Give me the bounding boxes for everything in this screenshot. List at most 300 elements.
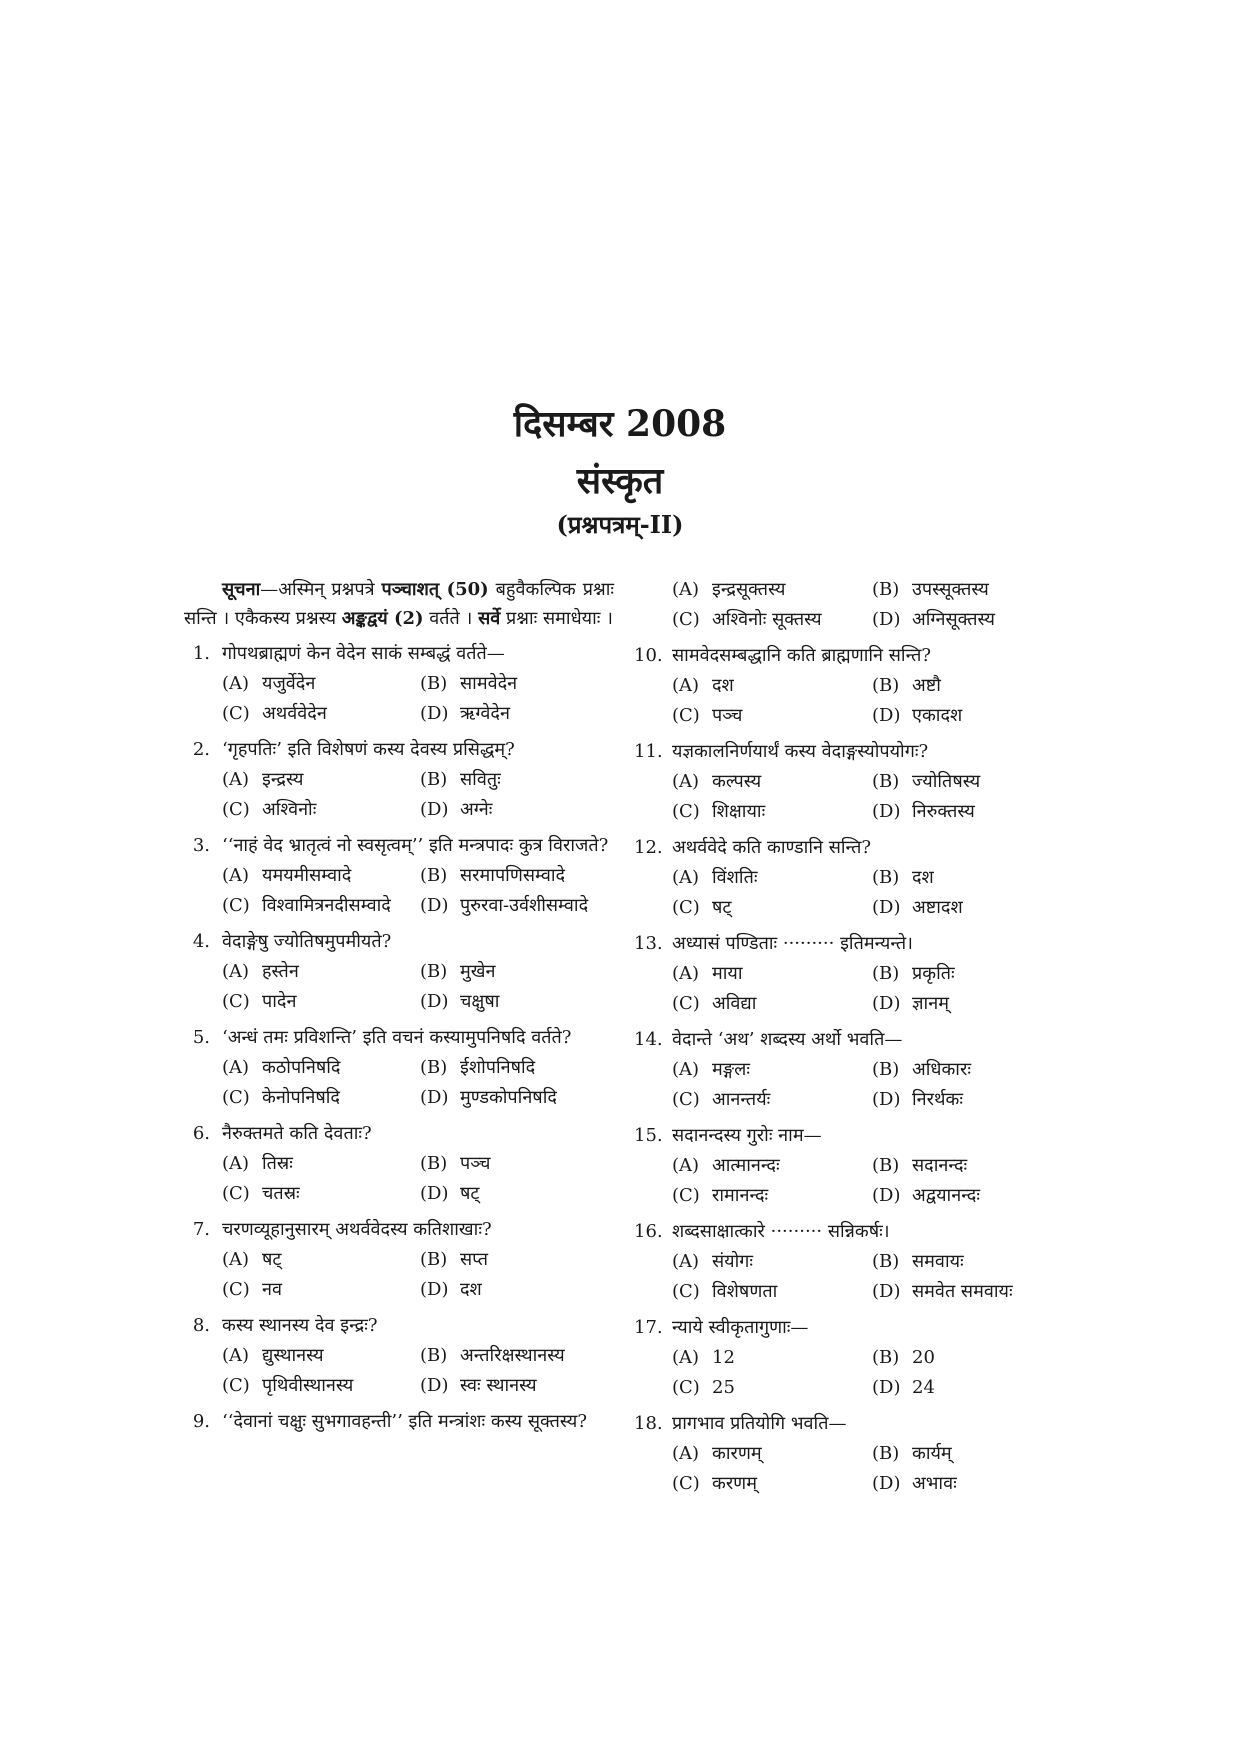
option-a xyxy=(672,1055,872,1085)
option-text: अधिकारः xyxy=(912,1059,971,1080)
option-text: कार्यम् xyxy=(912,1443,952,1464)
question-text: न्याये स्वीकृतागुणाः— xyxy=(672,1317,809,1338)
option-letter: (D) xyxy=(420,1375,449,1396)
option-b xyxy=(420,765,614,795)
option-d xyxy=(420,1179,614,1209)
option-letter: (B) xyxy=(872,1347,900,1368)
question-options xyxy=(634,1151,1070,1211)
option-b xyxy=(420,957,614,987)
option-text: स्वः स्थानस्य xyxy=(460,1375,537,1396)
question-line xyxy=(184,1119,614,1149)
option-d xyxy=(872,989,1070,1019)
option-letter: (A) xyxy=(672,579,700,600)
option-text: कारणम् xyxy=(712,1443,762,1464)
option-letter: (D) xyxy=(872,897,901,918)
option-a xyxy=(672,1343,872,1373)
option-text: विश्वामित्रनदीसम्वादे xyxy=(262,895,391,916)
option-letter: (D) xyxy=(872,993,901,1014)
option-letter: (B) xyxy=(420,1345,448,1366)
option-letter: (A) xyxy=(222,769,250,790)
option-d xyxy=(420,1275,614,1305)
option-a xyxy=(672,575,872,605)
question-text: शब्दसाक्षात्कारे ········· सन्निकर्षः। xyxy=(672,1221,890,1242)
question-number: 12. xyxy=(634,837,663,858)
question-options xyxy=(634,1343,1070,1403)
question-text: वेदान्ते ‘अथ’ शब्दस्य अर्थो भवति— xyxy=(672,1029,903,1050)
option-c xyxy=(222,699,420,729)
option-c xyxy=(222,795,420,825)
question-text: वेदाङ्गेषु ज्योतिषमुपमीयते? xyxy=(222,931,392,952)
notice-bold-text: सर्वे xyxy=(478,608,501,629)
option-text: शिक्षायाः xyxy=(712,801,766,822)
option-letter: (D) xyxy=(420,799,449,820)
option-letter: (D) xyxy=(420,895,449,916)
option-letter: (C) xyxy=(672,1473,700,1494)
question-item xyxy=(184,1407,614,1437)
question-item xyxy=(634,737,1070,827)
option-letter: (A) xyxy=(672,1443,700,1464)
option-text: ईशोपनिषदि xyxy=(460,1057,536,1078)
option-text: अश्विनोः सूक्तस्य xyxy=(712,609,822,630)
notice-bold-text: सूचना xyxy=(222,579,261,600)
option-c xyxy=(672,1469,872,1499)
option-text: 24 xyxy=(912,1377,935,1398)
question-line xyxy=(184,1023,614,1053)
option-text: समवायः xyxy=(912,1251,964,1272)
question-text: ‘‘नाहं वेद भ्रातृत्वं नो स्वसृत्वम्’’ इति मन्त्रपादः कुत्र विराजते? xyxy=(222,835,609,856)
option-letter: (D) xyxy=(872,801,901,822)
question-item xyxy=(634,1121,1070,1211)
question-text: नैरुक्तमते कति देवताः? xyxy=(222,1123,372,1144)
option-text: पुरुरवा-उर्वशीसम्वादे xyxy=(460,895,589,916)
question-item xyxy=(184,831,614,921)
option-text: अथर्ववेदेन xyxy=(262,703,327,724)
question-item xyxy=(634,1217,1070,1307)
question-number: 13. xyxy=(634,933,663,954)
question-item xyxy=(184,639,614,729)
question-line xyxy=(184,927,614,957)
option-text: सरमापणिसम्वादे xyxy=(460,865,566,886)
option-text: ज्योतिषस्य xyxy=(912,771,981,792)
option-letter: (D) xyxy=(872,1185,901,1206)
option-letter: (B) xyxy=(872,1059,900,1080)
option-text: 25 xyxy=(712,1377,735,1398)
question-text: अथर्ववेदे कति काण्डानि सन्ति? xyxy=(672,837,872,858)
option-text: अष्टौ xyxy=(912,675,941,696)
option-a xyxy=(672,863,872,893)
question-line xyxy=(634,737,1070,767)
option-text: पञ्च xyxy=(460,1153,491,1174)
option-a xyxy=(672,671,872,701)
notice-bold-text: अङ्कद्वयं (2) xyxy=(341,608,424,629)
question-number: 14. xyxy=(634,1029,663,1050)
option-letter: (B) xyxy=(872,579,900,600)
option-b xyxy=(420,861,614,891)
question-line xyxy=(634,1313,1070,1343)
option-letter: (D) xyxy=(872,609,901,630)
option-letter: (D) xyxy=(420,991,449,1012)
option-letter: (A) xyxy=(222,961,250,982)
option-d xyxy=(420,699,614,729)
option-text: चतस्रः xyxy=(262,1183,300,1204)
option-text: सवितुः xyxy=(460,769,501,790)
option-letter: (C) xyxy=(672,1089,700,1110)
option-b xyxy=(420,1245,614,1275)
option-a xyxy=(222,1245,420,1275)
option-text: संयोगः xyxy=(712,1251,754,1272)
option-text: मुण्डकोपनिषदि xyxy=(460,1087,557,1108)
option-letter: (C) xyxy=(672,705,700,726)
option-letter: (C) xyxy=(222,895,250,916)
question-options xyxy=(184,1149,614,1209)
option-text: इन्द्रसूक्तस्य xyxy=(712,579,786,600)
option-c xyxy=(672,797,872,827)
option-letter: (A) xyxy=(222,1249,250,1270)
question-text: गोपथब्राह्मणं केन वेदेन साकं सम्बद्धं वर्तते— xyxy=(222,643,505,664)
question-number: 7. xyxy=(192,1219,210,1240)
option-d xyxy=(872,797,1070,827)
option-letter: (B) xyxy=(420,1057,448,1078)
question-line xyxy=(634,929,1070,959)
option-text: इन्द्रस्य xyxy=(262,769,304,790)
option-letter: (D) xyxy=(872,705,901,726)
option-letter: (A) xyxy=(672,1155,700,1176)
question-line xyxy=(184,639,614,669)
option-a xyxy=(672,1439,872,1469)
option-c xyxy=(672,605,872,635)
option-letter: (D) xyxy=(872,1473,901,1494)
question-line xyxy=(634,833,1070,863)
option-text: 12 xyxy=(712,1347,735,1368)
question-number: 11. xyxy=(634,741,663,762)
option-text: आनन्तर्यः xyxy=(712,1089,771,1110)
option-letter: (B) xyxy=(872,867,900,888)
option-a xyxy=(222,1149,420,1179)
option-text: दश xyxy=(460,1279,482,1300)
option-letter: (A) xyxy=(672,963,700,984)
option-text: ऋग्वेदेन xyxy=(460,703,510,724)
option-c xyxy=(672,1085,872,1115)
option-d xyxy=(420,987,614,1017)
option-b xyxy=(872,1247,1070,1277)
option-text: उपस्सूक्तस्य xyxy=(912,579,989,600)
option-d xyxy=(420,1371,614,1401)
option-text: अविद्या xyxy=(712,993,757,1014)
option-letter: (A) xyxy=(222,865,250,886)
option-text: नव xyxy=(262,1279,282,1300)
option-letter: (A) xyxy=(672,1347,700,1368)
option-text: केनोपनिषदि xyxy=(262,1087,340,1108)
option-text: पादेन xyxy=(262,991,297,1012)
option-letter: (B) xyxy=(420,865,448,886)
option-text: विशेषणता xyxy=(712,1281,778,1302)
question-text: ‘गृहपतिः’ इति विशेषणं कस्य देवस्य प्रसिद्धम्? xyxy=(222,739,515,760)
option-letter: (C) xyxy=(672,1377,700,1398)
option-text: सामवेदेन xyxy=(460,673,518,694)
option-text: सप्त xyxy=(460,1249,488,1270)
option-letter: (A) xyxy=(222,673,250,694)
option-b xyxy=(420,669,614,699)
option-letter: (A) xyxy=(222,1057,250,1078)
option-c xyxy=(672,893,872,923)
option-text: अग्नेः xyxy=(460,799,493,820)
option-letter: (B) xyxy=(420,1153,448,1174)
question-text: यज्ञकालनिर्णयार्थं कस्य वेदाङ्गस्योपयोगः? xyxy=(672,741,929,762)
question-number: 2. xyxy=(192,739,210,760)
option-letter: (A) xyxy=(672,1059,700,1080)
question-line xyxy=(184,1215,614,1245)
option-c xyxy=(672,1181,872,1211)
question-text: कस्य स्थानस्य देव इन्द्रः? xyxy=(222,1315,378,1336)
exam-date-heading: दिसम्बर 2008 xyxy=(513,403,727,445)
option-b xyxy=(872,959,1070,989)
option-a xyxy=(222,765,420,795)
option-letter: (B) xyxy=(872,1155,900,1176)
question-item xyxy=(634,1025,1070,1115)
question-options xyxy=(634,959,1070,1019)
option-a xyxy=(672,767,872,797)
option-letter: (A) xyxy=(672,675,700,696)
option-letter: (B) xyxy=(872,1251,900,1272)
option-letter: (A) xyxy=(222,1345,250,1366)
question-text: सामवेदसम्बद्धानि कति ब्राह्मणानि सन्ति? xyxy=(672,645,932,666)
option-text: अन्तरिक्षस्थानस्य xyxy=(460,1345,565,1366)
option-text: निरर्थकः xyxy=(912,1089,963,1110)
option-letter: (A) xyxy=(672,771,700,792)
option-text: अद्वयानन्दः xyxy=(912,1185,980,1206)
notice-bold-text: पञ्चाशत् (50) xyxy=(381,579,489,600)
option-text: कठोपनिषदि xyxy=(262,1057,341,1078)
option-d xyxy=(872,1469,1070,1499)
question-options xyxy=(184,957,614,1017)
right-column xyxy=(634,575,1070,1499)
option-letter: (C) xyxy=(222,1183,250,1204)
option-letter: (B) xyxy=(872,771,900,792)
question-options xyxy=(184,1053,614,1113)
option-text: यमयमीसम्वादे xyxy=(262,865,352,886)
option-text: पञ्च xyxy=(712,705,743,726)
question-line xyxy=(634,1217,1070,1247)
question-options xyxy=(634,1439,1070,1499)
question-item xyxy=(184,1311,614,1401)
question-number: 10. xyxy=(634,645,663,666)
option-letter: (C) xyxy=(222,799,250,820)
option-letter: (D) xyxy=(420,1183,449,1204)
option-letter: (C) xyxy=(222,1279,250,1300)
option-letter: (C) xyxy=(222,991,250,1012)
question-item xyxy=(634,929,1070,1019)
question-options xyxy=(634,767,1070,827)
option-letter: (B) xyxy=(420,673,448,694)
question-line xyxy=(634,641,1070,671)
question-number: 17. xyxy=(634,1317,663,1338)
question-options xyxy=(634,1247,1070,1307)
question-item xyxy=(634,1409,1070,1499)
question-options xyxy=(634,863,1070,923)
option-b xyxy=(872,1343,1070,1373)
notice-text: बहुवैकल्पिक प्रश्नाः सन्ति । एकैकस्य प्रश्नस्य xyxy=(184,579,614,629)
option-c xyxy=(672,701,872,731)
option-b xyxy=(872,1055,1070,1085)
option-b xyxy=(872,767,1070,797)
option-text: तिस्रः xyxy=(262,1153,293,1174)
option-b xyxy=(872,575,1070,605)
option-text: अभावः xyxy=(912,1473,957,1494)
question-number: 16. xyxy=(634,1221,663,1242)
option-letter: (D) xyxy=(420,703,449,724)
option-a xyxy=(222,861,420,891)
option-letter: (B) xyxy=(872,675,900,696)
option-c xyxy=(222,1371,420,1401)
option-text: सदानन्दः xyxy=(912,1155,968,1176)
option-text: पृथिवीस्थानस्य xyxy=(262,1375,354,1396)
question-item xyxy=(634,833,1070,923)
notice-text: वर्तते । xyxy=(423,608,479,629)
option-b xyxy=(420,1341,614,1371)
option-d xyxy=(872,1085,1070,1115)
option-text: अग्निसूक्तस्य xyxy=(912,609,995,630)
option-text: षट् xyxy=(712,897,732,918)
question-line xyxy=(634,1025,1070,1055)
question-options xyxy=(184,1245,614,1305)
option-letter: (A) xyxy=(672,867,700,888)
option-text: कल्पस्य xyxy=(712,771,762,792)
option-a xyxy=(672,959,872,989)
option-text: 20 xyxy=(912,1347,935,1368)
question-text: प्रागभाव प्रतियोगि भवति— xyxy=(672,1413,847,1434)
option-d xyxy=(872,893,1070,923)
option-letter: (B) xyxy=(420,769,448,790)
option-a xyxy=(222,669,420,699)
option-letter: (D) xyxy=(872,1089,901,1110)
option-b xyxy=(872,671,1070,701)
question-number: 15. xyxy=(634,1125,663,1146)
question-options xyxy=(184,1341,614,1401)
option-b xyxy=(872,1151,1070,1181)
option-letter: (B) xyxy=(420,961,448,982)
question-item xyxy=(634,641,1070,731)
option-c xyxy=(672,1277,872,1307)
option-letter: (C) xyxy=(672,1185,700,1206)
instructions-notice xyxy=(184,575,614,633)
question-text: अध्यासं पण्डिताः ········· इतिमन्यन्ते। xyxy=(672,933,913,954)
option-text: चक्षुषा xyxy=(460,991,500,1012)
question-number: 1. xyxy=(192,643,210,664)
question-options xyxy=(184,765,614,825)
option-text: हस्तेन xyxy=(262,961,299,982)
option-d xyxy=(420,795,614,825)
question-item xyxy=(184,735,614,825)
question-item xyxy=(184,1215,614,1305)
option-letter: (C) xyxy=(672,801,700,822)
option-letter: (B) xyxy=(872,1443,900,1464)
question-options xyxy=(634,671,1070,731)
option-d xyxy=(872,605,1070,635)
option-text: अश्विनोः xyxy=(262,799,317,820)
option-letter: (A) xyxy=(222,1153,250,1174)
option-b xyxy=(420,1053,614,1083)
option-c xyxy=(222,1275,420,1305)
option-text: ज्ञानम् xyxy=(912,993,949,1014)
option-a xyxy=(672,1151,872,1181)
option-text: यजुर्वेदेन xyxy=(262,673,316,694)
question-item xyxy=(634,1313,1070,1403)
question-options xyxy=(184,669,614,729)
option-text: दश xyxy=(912,867,934,888)
option-c xyxy=(222,1083,420,1113)
question-line xyxy=(184,735,614,765)
question-item xyxy=(184,1119,614,1209)
question-line xyxy=(634,1121,1070,1151)
option-a xyxy=(222,957,420,987)
option-text: षट् xyxy=(262,1249,282,1270)
option-letter: (D) xyxy=(420,1279,449,1300)
question-list-left xyxy=(184,639,614,1437)
option-text: मङ्गलः xyxy=(712,1059,750,1080)
question-number: 18. xyxy=(634,1413,663,1434)
option-d xyxy=(420,891,614,921)
question-text: चरणव्यूहानुसारम् अथर्ववेदस्य कतिशाखाः? xyxy=(222,1219,492,1240)
notice-text: प्रश्नाः समाधेयाः । xyxy=(500,608,613,629)
question-line xyxy=(184,1311,614,1341)
option-c xyxy=(672,1373,872,1403)
paper-heading: (प्रश्नपत्रम्-II) xyxy=(556,510,684,539)
option-d xyxy=(872,701,1070,731)
option-letter: (C) xyxy=(672,897,700,918)
option-b xyxy=(872,1439,1070,1469)
question-text: सदानन्दस्य गुरोः नाम— xyxy=(672,1125,822,1146)
option-a xyxy=(222,1053,420,1083)
option-letter: (C) xyxy=(222,1087,250,1108)
option-d xyxy=(872,1277,1070,1307)
question-number: 5. xyxy=(192,1027,210,1048)
question-text: ‘‘देवानां चक्षुः सुभगावहन्ती’’ इति मन्त्रांशः कस्य सूक्तस्य? xyxy=(222,1411,587,1432)
option-b xyxy=(420,1149,614,1179)
question-item xyxy=(184,1023,614,1113)
option-letter: (B) xyxy=(420,1249,448,1270)
question-list-right xyxy=(634,641,1070,1499)
option-text: द्युस्थानस्य xyxy=(262,1345,324,1366)
option-letter: (C) xyxy=(222,703,250,724)
option-c xyxy=(672,989,872,1019)
question-number: 4. xyxy=(192,931,210,952)
option-text: रामानन्दः xyxy=(712,1185,769,1206)
question-number: 6. xyxy=(192,1123,210,1144)
option-text: एकादश xyxy=(912,705,963,726)
option-letter: (D) xyxy=(420,1087,449,1108)
question-line xyxy=(184,1407,614,1437)
option-letter: (B) xyxy=(872,963,900,984)
question-item xyxy=(184,927,614,1017)
question-9-options xyxy=(634,575,1070,635)
option-text: प्रकृतिः xyxy=(912,963,955,984)
option-text: माया xyxy=(712,963,743,984)
option-letter: (C) xyxy=(672,609,700,630)
question-options xyxy=(634,1055,1070,1115)
question-text: ‘अन्धं तमः प्रविशन्ति’ इति वचनं कस्यामुपनिषदि वर्तते? xyxy=(222,1027,572,1048)
option-text: दश xyxy=(712,675,734,696)
option-letter: (C) xyxy=(222,1375,250,1396)
option-letter: (C) xyxy=(672,1281,700,1302)
question-options xyxy=(184,861,614,921)
option-text: मुखेन xyxy=(460,961,496,982)
option-text: षट् xyxy=(460,1183,480,1204)
option-text: आत्मानन्दः xyxy=(712,1155,780,1176)
option-letter: (A) xyxy=(672,1251,700,1272)
option-d xyxy=(420,1083,614,1113)
question-line xyxy=(634,1409,1070,1439)
option-a xyxy=(222,1341,420,1371)
